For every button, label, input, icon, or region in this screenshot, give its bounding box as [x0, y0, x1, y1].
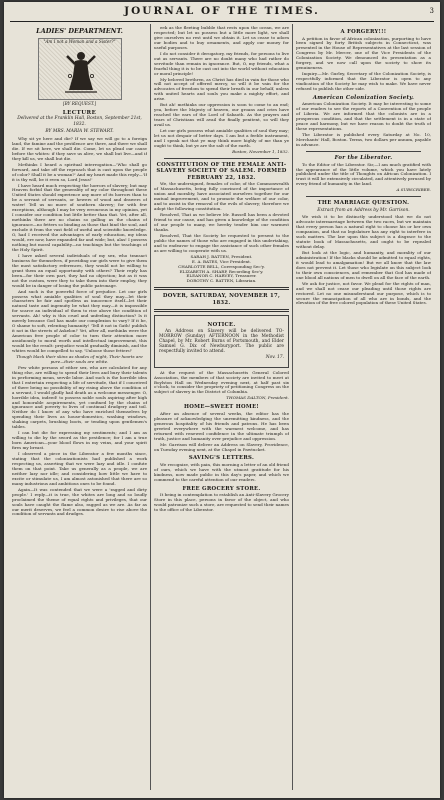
- article-heading: HOME—SWEET HOME!: [183, 404, 260, 411]
- paragraph: I can but die for expressing my sentiments; and I am as willing to die by the sword as the pestilence; for I am a true born American—your blood flows in my veins, and your spirit fires my breast.: [12, 430, 147, 451]
- paragraph: American Colonization Society. It may be interesting to some of our readers to see the reports of a Convention of the people of Liberia. We are informed that the colonists are in a prosperous condition, and that the settlement is in a state of peace and harmony, but we have reason to doubt the truth of these representations.: [296, 101, 431, 132]
- double-divider: [154, 309, 289, 312]
- officer: ELIZABETH A. SHARP, Recording Sec'y.: [179, 268, 264, 274]
- paragraph: I observed a piece in the Liberator a few months since, stating that the colonizationists had published a work respecting us, asserting that we were lazy and idle. I confute them on that point. Take us generally as a people, we are neither lazy nor idle; and considering how little we have to excite or stimulate us, I am almost astonished that there are so many industrious and ambitious ones to be found.: [12, 451, 147, 486]
- article-heading: For the Liberator.: [334, 155, 393, 162]
- section-title: LADIES' DEPARTMENT.: [36, 27, 123, 35]
- kneeling-figure-icon: [61, 46, 101, 96]
- vignette-caption: [BY REQUEST.]: [63, 101, 96, 106]
- column-3: [296, 26, 431, 792]
- notice-text: An Address on Slavery will be delivered TO-MORROW (Sunday) AFTERNOON in the Methodist Chapel, by Mr. Robert Burns of Portsmouth, and Elder Samuel G. Dix of Newburyport. The public are respectfully invited to attend.: [159, 328, 284, 354]
- lecture-subtitle: Delivered at the Franklin Hall, Boston, September 21st, 1832.: [17, 116, 142, 127]
- column-rule: [150, 24, 151, 790]
- officer-list: [154, 255, 289, 285]
- notice-heading: NOTICE.: [207, 322, 236, 329]
- paragraph: A petition in favor of African colonization, purporting to have been signed by forty British subjects in Connecticut, was presented in the House of Representatives at the last session of Congress by Mr. Mercer, one of the Vice Presidents of the Colonization Society. We denounced its presentation as a forgery, and we now call upon the society to show its genuineness.: [296, 35, 431, 71]
- column-1: [12, 26, 147, 792]
- paragraph: Few white persons of either sex, who are calculated for any thing else, are willing to spend their lives and bury their talents in performing mean, servile labor. And such is the horrible idea that I entertain respecting a life of servitude, that if I conceived of there being no possibility of my rising above the condition of a servant, I would gladly hail death as a welcome messenger. O, horrible idea, indeed! to possess noble souls aspiring after high and honorable acquirements, yet confined by the chains of ignorance and poverty to lives of continual drudgery and toil. Neither do I know of any who have enriched themselves by spending their lives as house-domestics, washing windows, shaking carpets, brushing boots, or tending upon gentlemen's tables.: [12, 364, 147, 430]
- paragraph: Mr. Garrison will deliver an Address on Slavery, Providence, on Tuesday evening next, at the Chapel in Pawtucket.: [154, 441, 289, 452]
- paragraph: We wish it to be distinctly understood that we do not advocate intermarriage between the two races, but we maintain that every person has a natural right to choose his or her own companion, and that no legislature has any right to interfere in such matters. The law upon this subject is a disgrace to the statute book of Massachusetts, and ought to be repealed without delay.: [296, 214, 431, 249]
- paragraph: At the request of the Massachusetts General Colored Association, the members of that society are invited to meet at Boylston Hall on Wednesday evening next, at half past six o'clock, to consider the propriety of petitioning Congress on the subject of slavery in the District of Columbia.: [154, 369, 289, 395]
- article-heading: SAVING'S LETTERS.: [188, 455, 255, 462]
- notice-box: [154, 315, 289, 367]
- article-heading: THE MARRIAGE QUESTION.: [317, 200, 410, 207]
- column-2: [154, 26, 289, 792]
- paragraph: I have asked several individuals of my sex, who transact business for themselves, if providing our girls were to give them the most satisfactory references, they would not be willing to grant them an equal opportunity with others? Their reply has been—for their own part, they had no objection; but as it was not the custom, were they to take them into their employ, they would be in danger of losing the public patronage.: [12, 252, 147, 288]
- divider: [164, 158, 279, 159]
- column-rule: [292, 24, 293, 790]
- signature: THOMAS DALTON, President.: [226, 395, 289, 401]
- divider: [306, 151, 421, 152]
- dateline: Boston, November 1, 1832.: [232, 148, 289, 154]
- vignette-motto: "Am I not a Woman and a Sister?": [43, 39, 116, 44]
- officer: CHARLOTTE BELL, Corresponding Sec'y.: [178, 263, 265, 269]
- paragraph: We, the undersigned, females of color, of the Commonwealth of Massachusetts, being fully convinced of the importance of union and morality, have associated ourselves together for our mutual improvement, and to promote the welfare of our color, and to assist in the removal of the evils of slavery; therefore we adopt the following constitution.: [154, 181, 289, 212]
- paragraph: But ah! methinks our oppression is soon to come to an end; yea, before the Majesty of heaven, our groans and cries have reached the ears of the Lord of Sabaoth. As the prayers and tears of Christians will avail the finally penitent, so will they avail us.: [154, 102, 289, 128]
- article-subheading: Extract from an Address by Mr. Garrison.: [317, 207, 410, 213]
- paragraph: After an absence of several weeks, the editor has the pleasure of acknowledging the unremitting kindness, and the generous hospitality of his friends and patrons. He has been greeted everywhere with the warmest welcome, and has returned with renewed confidence in the ultimate triumph of truth, justice and humanity over prejudice and oppression.: [154, 410, 289, 441]
- paragraph: Let our girls possess what amiable qualities of soul they may; let us not despair of better days. I am but a feeble instrument, and I speak not that ye may think more highly of me than ye ought to think, but ye are the salt of the earth.: [154, 128, 289, 148]
- paragraph: Resolved, That the Society be requested to present to the public the names of those who are engaged in this undertaking, and to endeavor to engage the assistance of such other females as are willing to cooperate with us.: [154, 232, 289, 253]
- paragraph: My beloved brethren, as Christ has died in vain for those who will not accept of offered mercy, so will it be vain for the advocates of freedom to spend their breath in our behalf, unless with united hearts and souls you make a mighty effort, and arise.: [154, 76, 289, 102]
- article-heading: A FORGERY!!!: [340, 29, 387, 35]
- officer: E. A. BATES, Vice President.: [191, 258, 252, 264]
- newspaper-page: [4, 2, 440, 798]
- officer: DOROTHY C. BATTEN, Librarian.: [186, 278, 257, 284]
- notice-signature: Nov. 17.: [265, 354, 284, 360]
- paragraph: Inquiry.—Mr. Gurley, Secretary of the Colonization Society, is respectfully informed that the Liberator is open to any vindication of the Society he may wish to make. We have never refused to publish the other side.: [296, 71, 431, 92]
- paragraph: And such is the powerful force of prejudice. Let our girls possess what amiable qualities of soul they may—let their characters be fair and spotless as innocence itself—let their natural taste and ingenuity be what they may—it is impossible for scarce an individual of them to rise above the condition of servants. Ah! why is this cruel and unfeeling distinction? Is it merely because God has made our complexion to vary? If it be, O shame to soft, relenting humanity! 'Tell it not in Gath! publish it not in the streets of Askelon!' Yet, after all, methinks were the American free people of color to turn their attention more assiduously to moral worth and intellectual improvement, this would be the result: prejudice would gradually diminish, and the whites would be compelled to say, 'Unloose those fetters!': [12, 288, 147, 353]
- paragraph: But look at the logic, and humanity, and morality of our administration! If the blacks should be admitted to equal rights, it would lead to amalgamation! But we all know that the law does not prevent it. Let those who legislate on this subject look to their own consciences, and remember that God has made of one blood all nations of men to dwell on all the face of the earth.: [296, 249, 431, 280]
- paragraph: It being in contemplation to establish an Anti-Slavery Grocery Store in this place, persons in favor of the object, and who would patronize such a store, are requested to send their names to the office of the Liberator.: [154, 492, 289, 513]
- edition-line: DOVER, SATURDAY, NOVEMBER 17, 1832.: [162, 293, 281, 306]
- officer: SARAH J. BATTEN, President.: [190, 253, 253, 259]
- paragraph: Resolved, That as we believe Mr. Russell has been a devoted friend to our cause, and has given a knowledge of the condition of our people to many, we hereby tender him our warmest thanks.: [154, 212, 289, 232]
- paragraph: We recognize, with pain, this morning a letter of an old friend of ours, which we have with the utmost gratitude for his kindness, now made public in this day's paper, and which we commend to the careful attention of our readers.: [154, 461, 289, 482]
- verse: Though black their skins as shades of night, Their hearts are pure—their souls are white.: [16, 353, 143, 364]
- paragraph: Again—It was contended that we were a 'ragged and dirty people.' I reply—it is true, the whites are long and so loudly proclaimed the theme of equal rights and privileges, that our souls have caught the flame also, ragged as we are. As far as our merit deserves, we feel a common desire to rise above the condition of servants and drudges.: [12, 486, 147, 517]
- page-header: [10, 5, 434, 22]
- masthead: JOURNAL OF THE TIMES.: [124, 5, 320, 17]
- article-heading: FREE GROCERY STORE.: [182, 485, 261, 492]
- kneeling-woman-vignette: [38, 38, 122, 100]
- lecture-author: BY MRS. MARIA W. STEWART.: [45, 129, 114, 135]
- article-heading: CONSTITUTION OF THE FEMALE ANTI-SLAVERY SOCIETY OF SALEM. FORMED FEBRUARY 22, 1832.: [156, 161, 287, 181]
- paragraph: I do not consider it derogatory, my friends, for persons to live out as servants. There are no doubt many who had rather do servitude than remain in ignorance. But, O, my friends, what a fearful thing it is to be cast out into the world without education or moral principle!: [154, 50, 289, 76]
- paragraph: I have heard much respecting the horrors of slavery; but may Heaven forbid that the generality of my color throughout these United States should experience any more of its horrors than to be a servant of servants, or hewers of wood and drawers of water! Tell us no more of southern slavery; for with few exceptions, although I may be very erroneous in my opinion, yet I consider our condition but little better than that. Yet, after all, methinks there are no chains so galling as the chains of ignorance—no fetters so binding as those that bind the soul, and exclude it from the vast field of useful and scientific knowledge. O, had I received the advantages of early education, my ideas would, ere now, have expanded far and wide; but, alas! I possess nothing but moral capability—no teachings but the teachings of the Holy Spirit.: [12, 182, 147, 252]
- divider: [306, 196, 421, 197]
- paragraph: To the Editor of the Liberator. Sir,—I am much gratified with the appearance of the little volume, which you have lately published under the title of Thoughts on African Colonization. I trust it will be extensively circulated, and attentively perused by every friend of humanity in the land.: [296, 161, 431, 187]
- paragraph: The Liberator is published every Saturday at No. 10, Merchants' Hall, Boston. Terms, two dollars per annum, payable in advance.: [296, 132, 431, 148]
- officer: ELEANOR C. HARVEY, Treasurer.: [186, 273, 257, 279]
- paragraph: eek as the fleeting bubble that rests upon the ocean, we are respected; but let us possess but a little more light, we shall give ourselves no rest until we obtain it. Let us cease to adorn our bodies and to buy ornaments, and apply our money for useful purposes.: [154, 26, 289, 50]
- lecture-title: LECTURE: [62, 109, 97, 116]
- paragraph: Methinks I heard a spiritual interrogation—'Who shall go forward, and take off the reproach that is cast upon the people of color? Shall it be a woman?' And my heart made this reply—'If it is thy will, be it even so, Lord Jesus!': [12, 161, 147, 182]
- paragraph: Why sit ye here and die? If we say we will go to a foreign land, the famine and the pestilence are there, and there we shall die. If we sit here, we shall die. Come, let us plead our cause before the whites: if they save us alive, we shall but live—and if they kill us, we shall but die.: [12, 135, 147, 161]
- paragraph: We ask for justice, not favor. We plead for the rights of man, and we shall not cease our pleading until those rights are restored. Let no one misunderstand our purpose, which is to secure the emancipation of all who are in bonds, and the elevation of the free colored population of these United States.: [296, 280, 431, 306]
- double-divider: [154, 287, 289, 290]
- signature: A SUBSCRIBER.: [396, 187, 431, 193]
- article-heading: American Colonization Society.: [312, 94, 415, 101]
- page-number: 3: [429, 7, 434, 15]
